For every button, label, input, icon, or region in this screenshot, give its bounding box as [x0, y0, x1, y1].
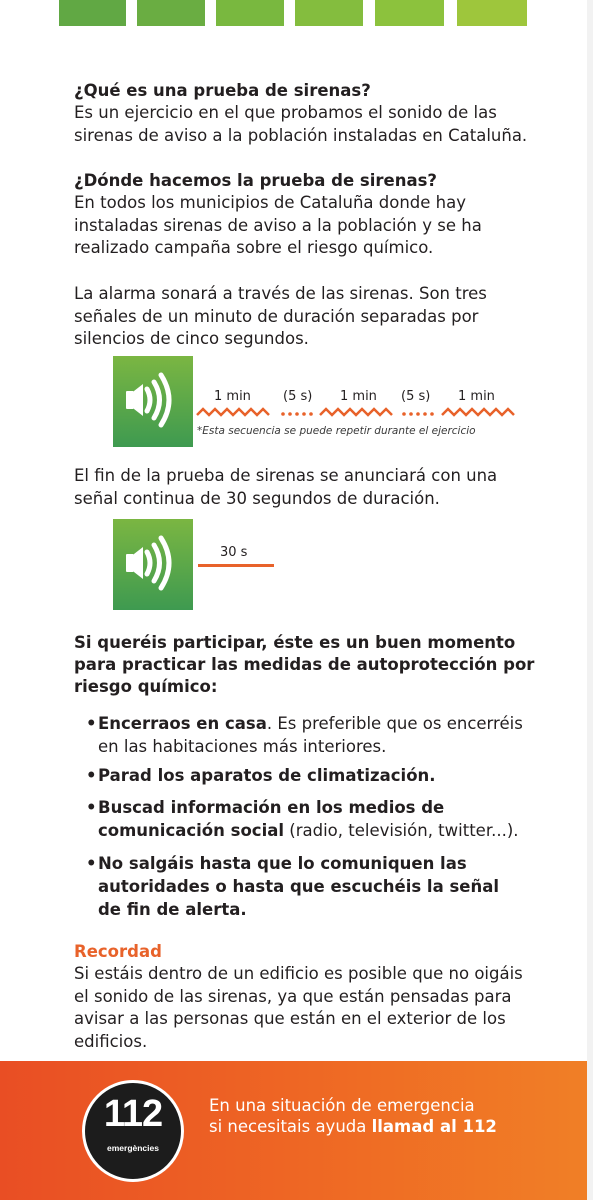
alarm-line: señales de un minuto de duración separadas por [74, 306, 479, 326]
recordad-line: avisar a las personas que están en el exterior de los [74, 1009, 506, 1028]
section-alarm [74, 283, 544, 351]
footer-line: En una situación de emergencia [209, 1096, 475, 1115]
top-bar-segment [295, 0, 363, 26]
section-recordad [74, 941, 544, 1053]
bullet-dot: • [86, 854, 97, 873]
footer-message [209, 1095, 497, 1137]
siren-sequence-line [195, 403, 525, 421]
section-end-signal [74, 465, 544, 510]
recordad-line: edificios. [74, 1031, 148, 1051]
sequence-label: (5 s) [401, 389, 431, 404]
bullet-bold: autoridades o hasta que escuchéis la señal [98, 877, 500, 896]
top-bar-segment [137, 0, 205, 26]
bullet-bold: comunicación social [98, 821, 285, 840]
top-bar-segment [59, 0, 126, 26]
alarm-line: silencios de cinco segundos. [74, 329, 309, 348]
recordad-title: Recordad [74, 942, 162, 961]
emergency-112-logo [82, 1080, 184, 1182]
footer-line: si necesitais ayuda [209, 1117, 372, 1136]
answer-line: sirenas de aviso a la población instaladas en Cataluña. [74, 125, 528, 145]
recordad-line: Si estáis dentro de un edificio es posible que no oigáis [74, 964, 523, 983]
answer-line: En todos los municipios de Cataluña donde hay [74, 193, 467, 212]
end-signal-label: 30 s [220, 545, 248, 560]
footer-banner [0, 1061, 587, 1200]
sequence-label: 1 min [458, 389, 495, 404]
badge-number: 112 [103, 1093, 163, 1135]
page-edge [587, 0, 593, 1200]
question-what-is: ¿Qué es una prueba de sirenas? [74, 81, 371, 100]
sequence-label: 1 min [214, 389, 251, 404]
section-what-is [74, 80, 544, 147]
bullet-bold: Encerraos en casa [98, 714, 267, 733]
bullet-dot: • [86, 798, 97, 817]
bullet-bold: Buscad información en los medios de [98, 798, 445, 817]
end-signal-line: El fin de la prueba de sirenas se anunciará con una [74, 466, 498, 485]
sequence-label: (5 s) [283, 389, 313, 404]
bullet-text: . Es preferible que os encerréis [266, 714, 523, 733]
answer-line: instaladas sirenas de aviso a la población y se ha [74, 215, 482, 235]
badge-subtitle: emergències [107, 1143, 159, 1153]
sequence-label: 1 min [340, 389, 377, 404]
recordad-line: el sonido de las sirenas, ya que están pensadas para [74, 986, 512, 1006]
measures-title-line: riesgo químico: [74, 677, 218, 696]
end-signal-line: señal continua de 30 segundos de duración. [74, 488, 440, 508]
bullet-bold: No salgáis hasta que lo comuniquen las [98, 854, 467, 873]
measures-title-line: para practicar las medidas de autoprotección por [74, 655, 535, 674]
question-where: ¿Dónde hacemos la prueba de sirenas? [74, 171, 437, 190]
footer-call-112: llamad al 112 [371, 1117, 497, 1136]
bullet-dot: • [86, 714, 97, 733]
measures-title-line: Si queréis participar, éste es un buen momento [74, 633, 516, 652]
continuous-signal-line [198, 564, 274, 567]
sequence-note: *Esta secuencia se puede repetir durante el ejercicio [197, 425, 476, 437]
siren-sound-icon [113, 519, 193, 610]
bullet-dot: • [86, 766, 97, 785]
bullet-text: (radio, televisión, twitter...). [284, 821, 519, 840]
siren-sound-icon [113, 356, 193, 447]
bullet-bold: de fin de alerta. [98, 900, 247, 919]
alarm-line: La alarma sonará a través de las sirenas. Son tres [74, 284, 487, 303]
top-bar-segment [216, 0, 284, 26]
section-where [74, 170, 544, 260]
bullet-bold: Parad los aparatos de climatización. [98, 766, 436, 785]
answer-line: realizado campaña sobre el riesgo químico. [74, 238, 434, 257]
top-bar-segment [375, 0, 444, 26]
bullet-text: en las habitaciones más interiores. [98, 737, 387, 756]
top-bar-segment [457, 0, 527, 26]
answer-line: Es un ejercicio en el que probamos el sonido de las [74, 103, 497, 122]
top-color-bar [0, 0, 593, 26]
measures-title [74, 632, 544, 698]
